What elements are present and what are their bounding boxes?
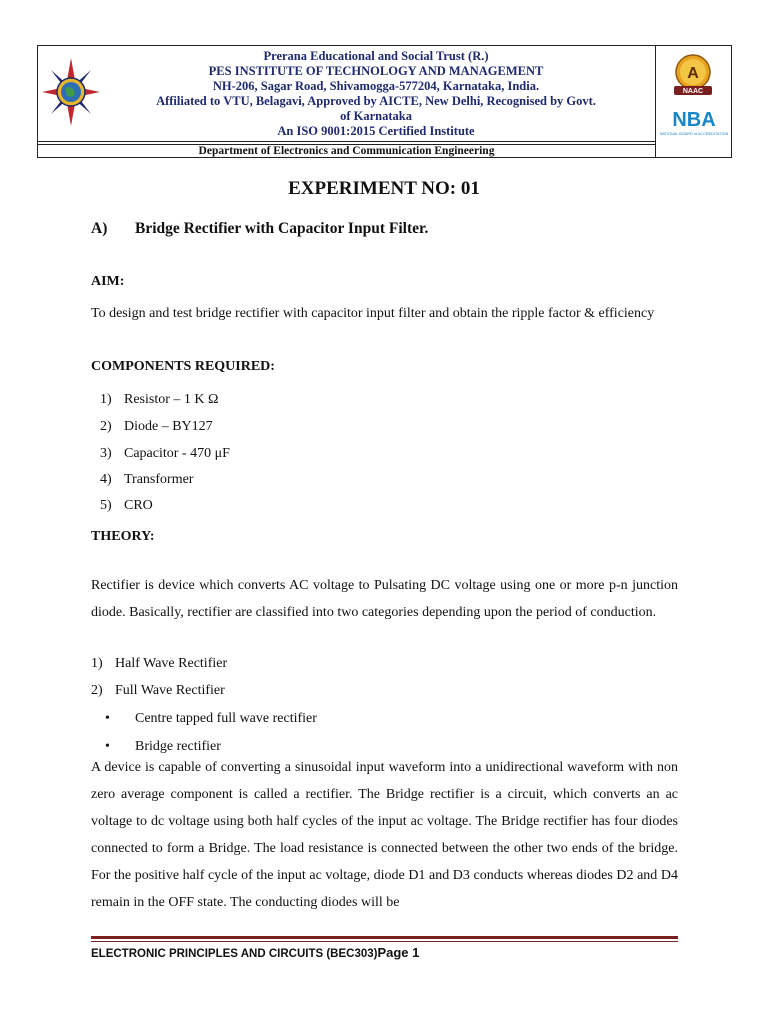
page-number: Page 1 bbox=[377, 945, 420, 960]
header-rule bbox=[38, 141, 655, 142]
svg-text:NBA: NBA bbox=[672, 109, 716, 131]
accreditation-logos-box bbox=[656, 45, 732, 158]
theory-heading: THEORY: bbox=[91, 529, 155, 544]
section-title: Bridge Rectifier with Capacitor Input Filter. bbox=[135, 220, 429, 237]
list-item: 3) Capacitor - 470 μF bbox=[100, 446, 230, 461]
iso-certification: An ISO 9001:2015 Certified Institute bbox=[277, 124, 475, 138]
list-item: 4) Transformer bbox=[100, 472, 194, 487]
affiliation-text: Affiliated to VTU, Belagavi, Approved by AICTE, New Delhi, Recognised by Govt. bbox=[156, 94, 596, 108]
svg-text:A: A bbox=[687, 65, 699, 82]
svg-text:NAAC: NAAC bbox=[682, 88, 704, 95]
theory-paragraph: Rectifier is device which converts AC voltage to Pulsating DC voltage using one or more p-n junction diode. Basically, rectifier are classified into two categories depending upon the period of conduction. bbox=[91, 578, 678, 620]
list-item: 1) Half Wave Rectifier bbox=[91, 656, 228, 671]
bullet-item: • Centre tapped full wave rectifier bbox=[105, 711, 317, 726]
footer-rule-thin bbox=[91, 941, 678, 942]
bullet-item: • Bridge rectifier bbox=[105, 739, 221, 754]
theory-paragraph: A device is capable of converting a sinusoidal input waveform into a unidirectional waveform with non zero average component is called a rectifier. The Bridge rectifier is a circuit, which converts an ac voltage to dc voltage using both half cycles of the input ac voltage. The Bridge rectifier has four diodes connected to form a Bridge. The load resistance is connected between the other two ends of the bridge. For the positive half cycle of the input ac voltage, diode D1 and D3 conducts whereas diodes D2 and D4 remain in the OFF state. The conducting diodes will be bbox=[91, 760, 678, 910]
list-item: 2) Full Wave Rectifier bbox=[91, 683, 225, 698]
institute-name: PES INSTITUTE OF TECHNOLOGY AND MANAGEMENT bbox=[208, 64, 544, 78]
section-label: A) bbox=[91, 220, 108, 237]
list-item: 2) Diode – BY127 bbox=[100, 419, 213, 434]
page-footer bbox=[91, 945, 419, 960]
aim-text: To design and test bridge rectifier with capacitor input filter and obtain the ripple factor & efficiency bbox=[91, 306, 655, 321]
aim-heading: AIM: bbox=[91, 274, 125, 289]
letterhead bbox=[37, 45, 656, 158]
course-name: ELECTRONIC PRINCIPLES AND CIRCUITS (BEC303) bbox=[91, 948, 378, 960]
section-heading bbox=[91, 220, 428, 238]
nba-logo-icon bbox=[659, 104, 729, 148]
institute-address: NH-206, Sagar Road, Shivamogga-577204, Karnataka, India. bbox=[212, 79, 540, 93]
trust-name: Prerana Educational and Social Trust (R.) bbox=[263, 49, 489, 63]
list-item: 1) Resistor – 1 K Ω bbox=[100, 392, 219, 407]
experiment-title: EXPERIMENT NO: 01 bbox=[288, 178, 480, 199]
department-name: Department of Electronics and Communication Engineering bbox=[198, 145, 495, 157]
svg-text:NATIONAL BOARD of ACCREDITATIO: NATIONAL BOARD of ACCREDITATION bbox=[659, 132, 729, 136]
institute-compass-logo-icon bbox=[40, 56, 102, 128]
components-heading: COMPONENTS REQUIRED: bbox=[91, 359, 275, 374]
naac-badge-icon bbox=[666, 50, 720, 100]
affiliation-text-cont: of Karnataka bbox=[340, 109, 412, 123]
footer-rule bbox=[91, 936, 678, 939]
list-item: 5) CRO bbox=[100, 498, 153, 513]
